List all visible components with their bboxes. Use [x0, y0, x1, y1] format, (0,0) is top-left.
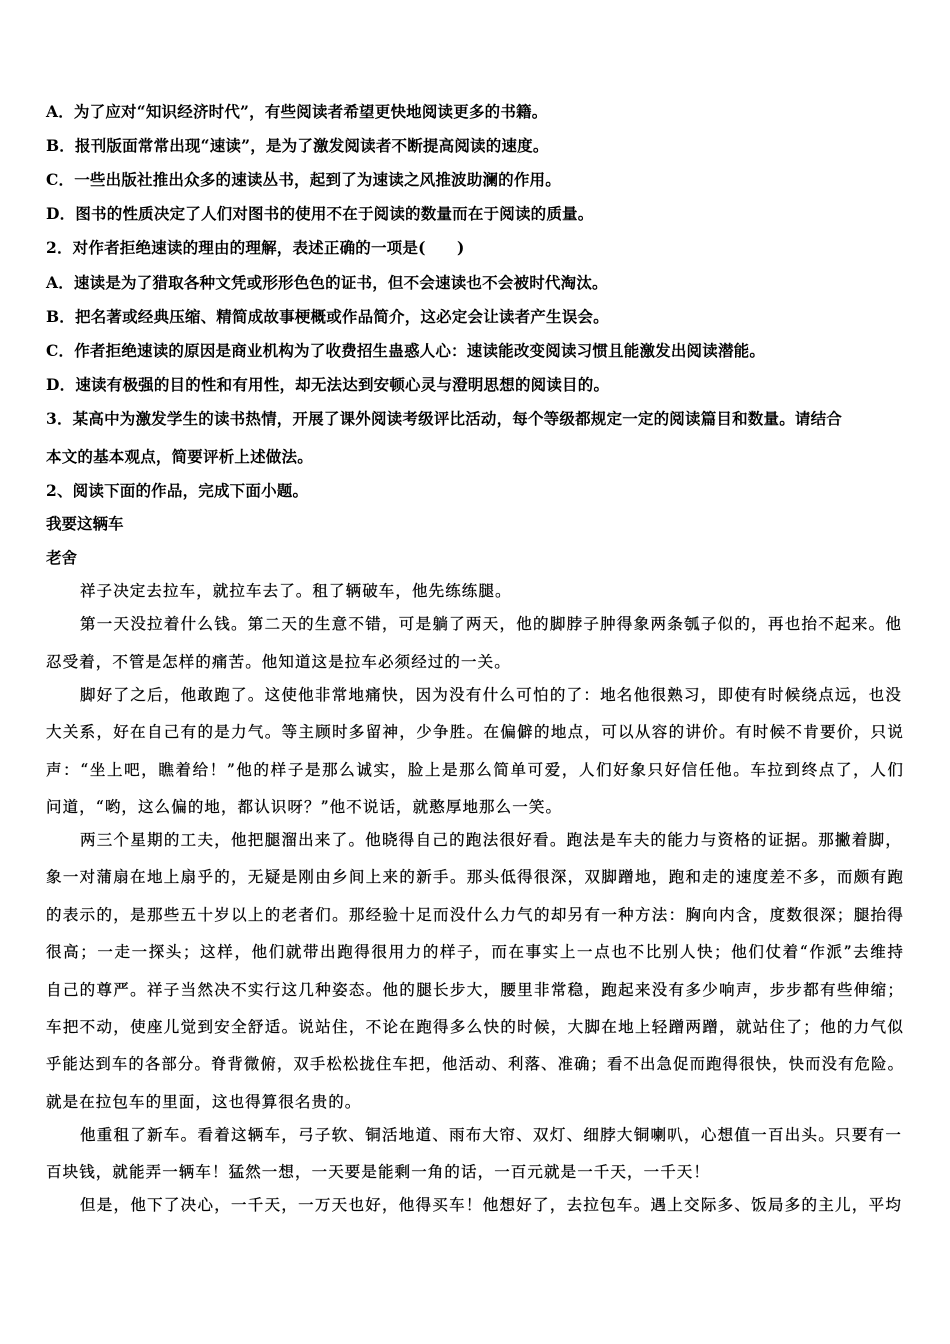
article-line: 祥子决定去拉车，就拉车去了。租了辆破车，他先练练腿。	[80, 582, 512, 600]
q3-stem-line1: 3．某高中为激发学生的读书热情，开展了课外阅读考级评比活动，每个等级都规定一定的阅读篇目和数量。请结合	[46, 409, 842, 428]
article-line: 脚好了之后，他敢跑了。这使他非常地痛快，因为没有什么可怕的了：地名他很熟习，即使有时候绕点远，也没	[80, 686, 902, 704]
article-line: 自己的尊严。祥子当然决不实行这几种姿态。他的腿长步大，腰里非常稳，跑起来没有多少响声，步步都有些伸缩；	[46, 981, 904, 999]
article-line: 车把不动，使座儿觉到安全舒适。说站住，不论在跑得多么快的时候，大脚在地上轻蹭两蹭，就站住了；他的力气似	[46, 1018, 904, 1036]
article-line: 百块钱，就能弄一辆车！猛然一想，一天要是能剩一角的话，一百元就是一千天，一千天！	[46, 1163, 711, 1181]
q2-option-c: C．作者拒绝速读的原因是商业机构为了收费招生蛊惑人心：速读能改变阅读习惯且能激发出阅读潜能。	[46, 341, 766, 360]
article-line: 两三个星期的工夫，他把腿溜出来了。他晓得自己的跑法很好看。跑法是车夫的能力与资格的证据。那撇着脚，	[80, 831, 902, 849]
article-line: 大关系，好在自己有的是力气。等主顾时多留神，少争胜。在偏僻的地点，可以从容的讲价。有时候不肯要价，只说	[46, 723, 904, 741]
article-line: 他重租了新车。看着这辆车，弓子软、铜活地道、雨布大帘、双灯、细脖大铜喇叭，心想值一百出头。只要有一	[80, 1126, 902, 1144]
q2-option-d: D．速读有极强的目的性和有用性，却无法达到安顿心灵与澄明思想的阅读目的。	[46, 375, 610, 394]
article-line: 忍受着，不管是怎样的痛苦。他知道这是拉车必须经过的一关。	[46, 653, 511, 671]
article-title: 我要这辆车	[46, 514, 124, 533]
q2-option-a: A．速读是为了猎取各种文凭或形形色色的证书，但不会速读也不会被时代淘汰。	[46, 273, 608, 292]
q1-option-c: C．一些出版社推出众多的速读丛书，起到了为速读之风推波助澜的作用。	[46, 170, 561, 189]
q1-option-d: D．图书的性质决定了人们对图书的使用不在于阅读的数量而在于阅读的质量。	[46, 204, 594, 223]
section2-intro: 2、阅读下面的作品，完成下面小题。	[46, 481, 309, 500]
article-author: 老舍	[46, 548, 78, 567]
article-line: 象一对蒲扇在地上扇乎的，无疑是刚由乡间上来的新手。那头低得很深，双脚蹭地，跑和走的速度差不多，而颇有跑	[46, 868, 904, 886]
article-line: 的表示的，是那些五十岁以上的老者们。那经验十足而没什么力气的却另有一种方法：胸向内含，度数很深；腿抬得	[46, 906, 904, 924]
article-line: 乎能达到车的各部分。脊背微俯，双手松松拢住车把，他活动、利落、准确；看不出急促而跑得很快，快而没有危险。	[46, 1055, 904, 1073]
article-line: 就是在拉包车的里面，这也得算很名贵的。	[46, 1093, 362, 1111]
article-line: 声：“坐上吧，瞧着给！”他的样子是那么诚实，脸上是那么简单可爱，人们好象只好信任他。车拉到终点了，人们	[46, 761, 904, 779]
article-line: 第一天没拉着什么钱。第二天的生意不错，可是躺了两天，他的脚脖子肿得象两条瓠子似的，再也抬不起来。他	[80, 615, 902, 633]
q3-stem-line2: 本文的基本观点，简要评析上述做法。	[46, 447, 313, 466]
q1-option-a: A．为了应对“知识经济时代”，有些阅读者希望更快地阅读更多的书籍。	[46, 102, 548, 121]
q2-stem: 2．对作者拒绝速读的理由的理解，表述正确的一项是( )	[46, 238, 465, 257]
article-line: 问道，“哟，这么偏的地，都认识呀？”他不说话，就憨厚地那么一笑。	[46, 798, 563, 816]
article-line: 很高；一走一探头；这样，他们就带出跑得很用力的样子，而在事实上一点也不比别人快；他们仗着“作派”去维持	[46, 943, 904, 961]
q1-option-b: B．报刊版面常常出现“速读”，是为了激发阅读者不断提高阅读的速度。	[46, 136, 549, 155]
article-line: 但是，他下了决心，一千天，一万天也好，他得买车！他想好了，去拉包车。遇上交际多、饭局多的主儿，平均	[80, 1196, 902, 1214]
q2-option-b: B．把名著或经典压缩、精简成故事梗概或作品简介，这必定会让读者产生误会。	[46, 307, 609, 326]
